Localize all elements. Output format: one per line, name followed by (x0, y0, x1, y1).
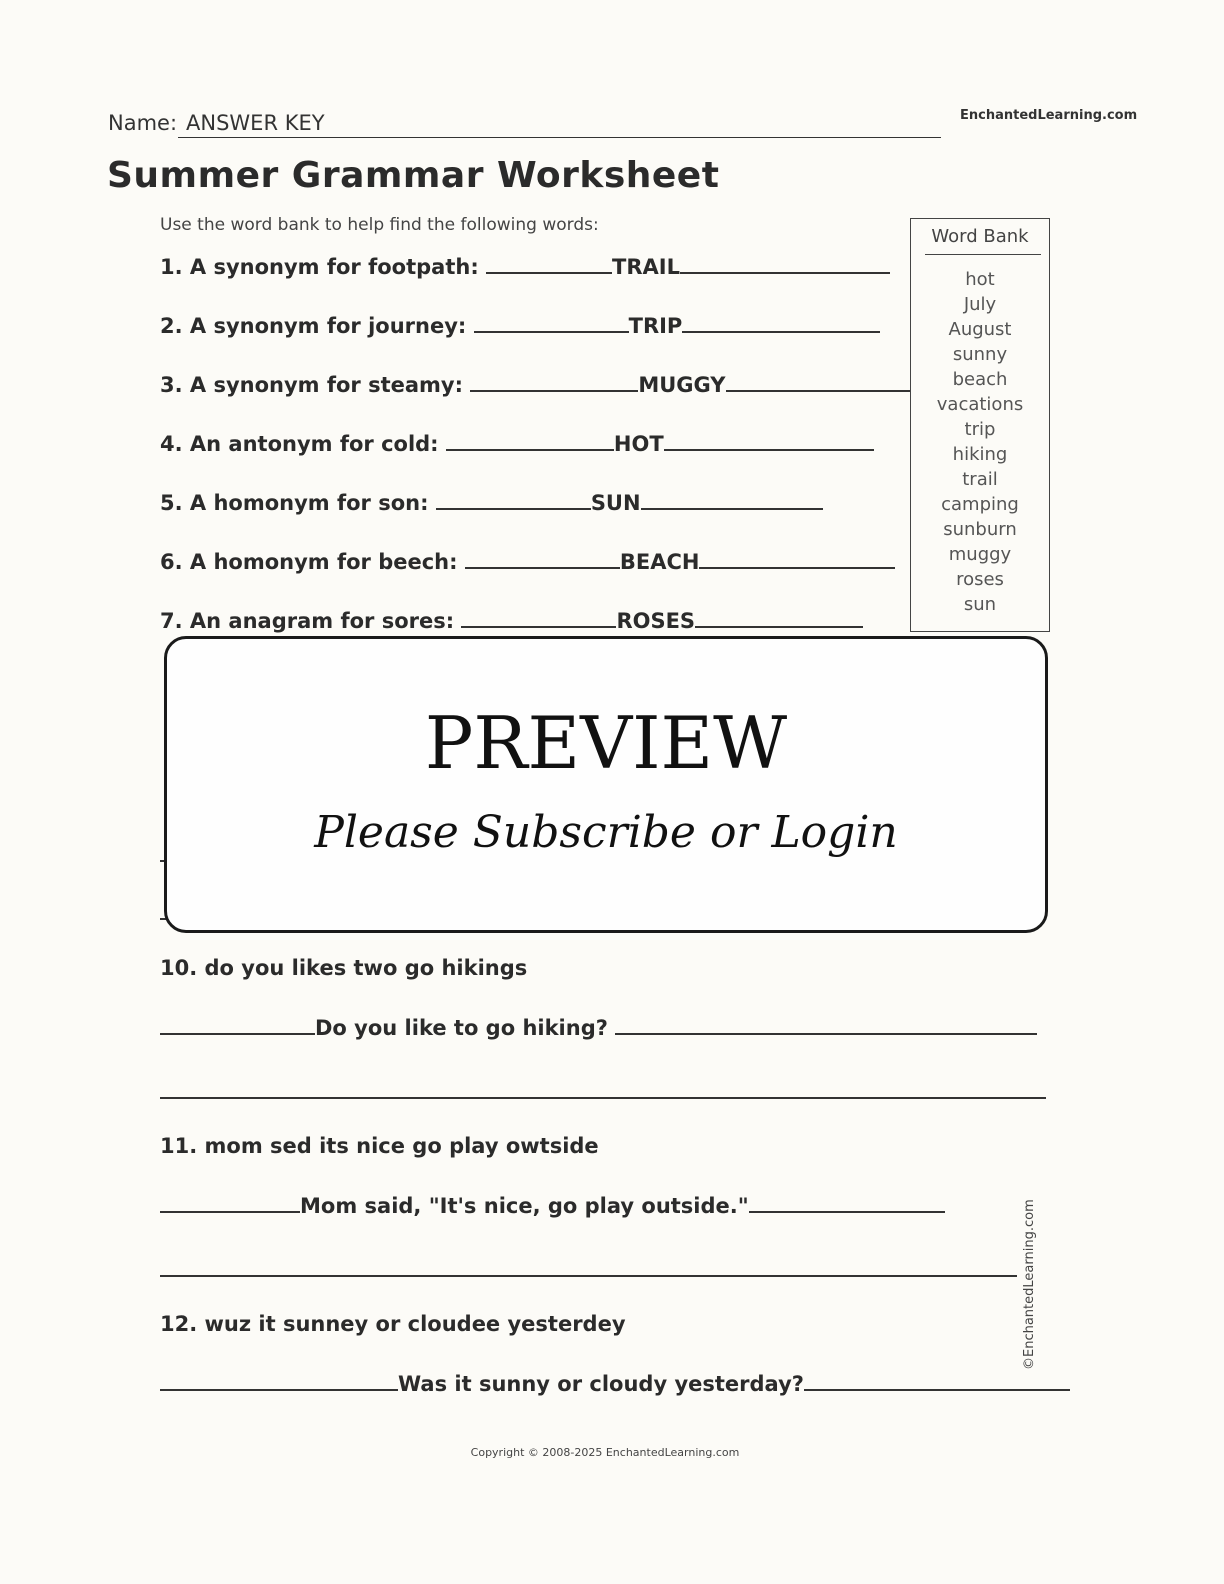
correction-prompt-11: 11. mom sed its nice go play owtside (160, 1134, 599, 1158)
writing-line (160, 1097, 1046, 1099)
name-label: Name: (108, 111, 178, 135)
word-bank (910, 218, 1050, 632)
answer-blank (470, 372, 638, 392)
question-prompt: 5. A homonym for son: (160, 491, 429, 515)
answer-blank (615, 1015, 1037, 1035)
answer-blank (461, 608, 616, 628)
word-bank-item: vacations (936, 394, 1024, 415)
correction-prompt-12: 12. wuz it sunney or cloudee yesterdey (160, 1312, 626, 1336)
answer-blank (474, 313, 629, 333)
question-prompt: 3. A synonym for steamy: (160, 373, 464, 397)
preview-overlay[interactable] (164, 636, 1048, 933)
correction-answer: Mom said, "It's nice, go play outside." (300, 1194, 749, 1218)
answer-blank (726, 372, 922, 392)
copyright: Copyright © 2008-2025 EnchantedLearning.com (470, 1446, 740, 1459)
question-answer: HOT (613, 432, 664, 456)
correction-answer: Was it sunny or cloudy yesterday? (398, 1372, 804, 1396)
answer-blank (695, 608, 863, 628)
word-bank-item: camping (941, 494, 1019, 515)
answer-blank (160, 1193, 300, 1213)
question-answer: TRIP (628, 314, 683, 338)
question-4 (160, 431, 874, 456)
correction-prompt-10: 10. do you likes two go hikings (160, 956, 528, 980)
word-bank-item: muggy (948, 544, 1012, 565)
word-bank-item: roses (956, 569, 1004, 590)
site-name[interactable]: EnchantedLearning.com (960, 108, 1138, 123)
answer-blank (486, 254, 612, 274)
question-answer: SUN (590, 491, 641, 515)
answer-blank (160, 1371, 398, 1391)
answer-blank (804, 1371, 1070, 1391)
answer-blank (664, 431, 874, 451)
question-prompt: 2. A synonym for journey: (160, 314, 467, 338)
word-bank-item: beach (952, 369, 1008, 390)
question-7 (160, 608, 863, 633)
page-title: Summer Grammar Worksheet (107, 155, 720, 196)
writing-line (160, 1275, 1017, 1277)
word-bank-item: hot (965, 269, 995, 290)
question-prompt: 6. A homonym for beech: (160, 550, 458, 574)
question-answer: ROSES (616, 609, 696, 633)
question-6 (160, 549, 895, 574)
correction-answer: Do you like to go hiking? (315, 1016, 608, 1040)
preview-title: PREVIEW (424, 701, 788, 785)
question-prompt: 4. An antonym for cold: (160, 432, 439, 456)
question-5 (160, 490, 823, 515)
word-bank-item: hiking (952, 444, 1008, 465)
question-answer: MUGGY (638, 373, 726, 397)
instructions: Use the word bank to help find the following words: (160, 215, 599, 235)
word-bank-divider (925, 254, 1041, 255)
correction-answer-10 (160, 1015, 1037, 1040)
subscribe-login-link[interactable]: Please Subscribe or Login (314, 807, 898, 858)
correction-answer-11 (160, 1193, 945, 1218)
question-answer: BEACH (619, 550, 700, 574)
question-prompt: 1. A synonym for footpath: (160, 255, 479, 279)
answer-blank (749, 1193, 945, 1213)
name-value: ANSWER KEY (186, 111, 325, 135)
answer-blank (641, 490, 823, 510)
word-bank-item: sunny (952, 344, 1008, 365)
answer-blank (682, 313, 880, 333)
word-bank-item: July (963, 294, 997, 315)
question-2 (160, 313, 880, 338)
word-bank-item: trip (964, 419, 996, 440)
word-bank-list (911, 267, 1049, 617)
answer-blank (160, 1015, 315, 1035)
correction-answer-12 (160, 1371, 1070, 1396)
word-bank-item: sun (963, 594, 997, 615)
word-bank-title: Word Bank (931, 226, 1029, 247)
answer-blank (680, 254, 890, 274)
question-answer: TRAIL (612, 255, 680, 279)
side-credit: ©EnchantedLearning.com (1022, 1199, 1037, 1370)
answer-blank (446, 431, 614, 451)
word-bank-item: sunburn (943, 519, 1017, 540)
word-bank-item: August (948, 319, 1012, 340)
question-prompt: 7. An anagram for sores: (160, 609, 455, 633)
answer-blank (699, 549, 895, 569)
word-bank-item: trail (962, 469, 998, 490)
answer-blank (436, 490, 591, 510)
question-3 (160, 372, 922, 397)
answer-blank (465, 549, 620, 569)
question-1 (160, 254, 890, 279)
